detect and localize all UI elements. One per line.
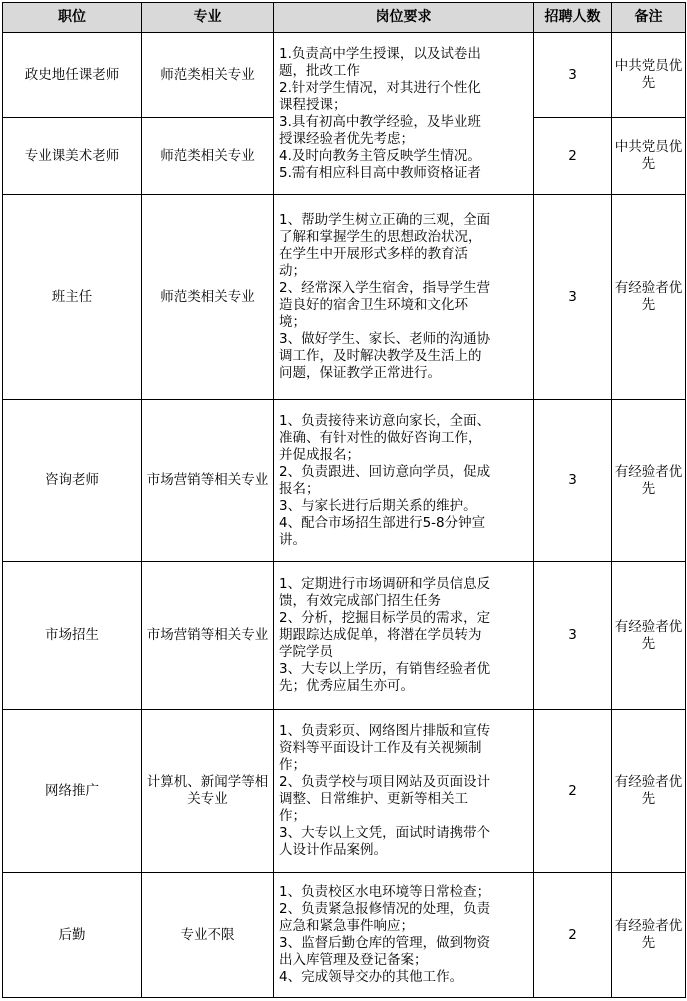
note-cell: 中共党员优先 <box>612 33 686 118</box>
requirement-line: 2、经常深入学生宿舍，指导学生营 <box>279 280 491 296</box>
requirement-line: 并促成报名； <box>279 446 360 463</box>
requirement-line: 1、定期进行市场调研和学员信息反 <box>279 576 491 592</box>
major-cell: 市场营销等相关专业 <box>142 400 274 562</box>
requirement-line: 应急和紧急事件响应； <box>279 918 414 934</box>
requirement-line: 2、负责学校与项目网站及页面设计 <box>279 774 491 790</box>
requirement-line: 了解和掌握学生的思想政治状况， <box>279 229 482 245</box>
position-cell: 咨询老师 <box>3 400 142 562</box>
note-cell: 有经验者优先 <box>612 195 686 400</box>
note-cell: 有经验者优先 <box>612 710 686 873</box>
requirement-line: 题，批改工作 <box>279 62 360 79</box>
major-cell: 师范类相关专业 <box>142 33 274 118</box>
requirement-line: 1、负责校区水电环境等日常检查； <box>279 884 491 900</box>
requirements-cell <box>274 710 534 873</box>
requirement-line: 3、监督后勤仓库的管理，做到物资 <box>279 935 491 951</box>
requirement-line: 调整、日常维护、更新等相关工 <box>279 791 468 807</box>
header-major: 专业 <box>142 3 274 33</box>
requirement-line: 3.具有初高中教学经验，及毕业班 <box>279 113 481 130</box>
requirement-line: 3、做好学生、家长、老师的沟通协 <box>279 331 491 347</box>
header-count: 招聘人数 <box>534 3 612 33</box>
requirement-line: 5.需有相应科目高中教师资格证者 <box>279 164 481 181</box>
count-cell: 3 <box>534 195 612 400</box>
table-row <box>3 400 686 562</box>
requirement-line: 课程授课； <box>279 96 347 113</box>
count-cell: 3 <box>534 400 612 562</box>
requirement-line: 3、大专以上学历，有销售经验者优 <box>279 661 491 677</box>
table-row <box>3 873 686 998</box>
header-position: 职位 <box>3 3 142 33</box>
requirements-cell <box>274 33 534 195</box>
requirement-line: 学院学员 <box>279 644 333 660</box>
major-cell: 计算机、新闻学等相关专业 <box>142 710 274 873</box>
table-row <box>3 33 686 118</box>
position-cell: 市场招生 <box>3 562 142 710</box>
requirement-line: 作； <box>279 808 306 824</box>
requirement-line: 资料等平面设计工作及有关视频制 <box>279 740 482 756</box>
position-cell: 网络推广 <box>3 710 142 873</box>
requirement-line: 报名； <box>279 480 320 497</box>
count-cell: 3 <box>534 562 612 710</box>
requirement-line: 授课经验者优先考虑； <box>279 130 414 147</box>
major-cell: 师范类相关专业 <box>142 195 274 400</box>
header-note: 备注 <box>612 3 686 33</box>
requirement-line: 1、负责接待来访意向家长，全面、 <box>279 412 491 429</box>
major-cell: 市场营销等相关专业 <box>142 562 274 710</box>
requirement-line: 准确、有针对性的做好咨询工作， <box>279 429 482 446</box>
requirement-line: 讲。 <box>279 531 306 548</box>
header-requirements: 岗位要求 <box>274 3 534 33</box>
position-cell: 班主任 <box>3 195 142 400</box>
count-cell: 3 <box>534 33 612 118</box>
requirement-line: 4.及时向教务主管反映学生情况。 <box>279 147 481 164</box>
requirement-line: 问题，保证教学正常进行。 <box>279 365 441 381</box>
requirements-cell <box>274 873 534 998</box>
requirement-line: 2、分析，挖掘目标学员的需求，定 <box>279 610 491 626</box>
requirement-line: 4、完成领导交办的其他工作。 <box>279 969 464 985</box>
requirement-line: 2.针对学生情况，对其进行个性化 <box>279 79 481 96</box>
requirement-line: 3、大专以上文凭，面试时请携带个 <box>279 825 491 841</box>
requirement-line: 造良好的宿舍卫生环境和文化环 <box>279 297 468 313</box>
table-row <box>3 195 686 400</box>
recruitment-table <box>2 2 686 998</box>
requirement-line: 1、帮助学生树立正确的三观，全面 <box>279 212 491 228</box>
requirement-line: 馈，有效完成部门招生任务 <box>279 593 441 609</box>
position-cell: 政史地任课老师 <box>3 33 142 118</box>
count-cell: 2 <box>534 873 612 998</box>
position-cell: 专业课美术老师 <box>3 118 142 195</box>
table-row <box>3 562 686 710</box>
requirement-line: 2、负责跟进、回访意向学员，促成 <box>279 463 491 480</box>
requirement-line: 2、负责紧急报修情况的处理，负责 <box>279 901 491 917</box>
table-header-row <box>3 3 686 33</box>
note-cell: 有经验者优先 <box>612 562 686 710</box>
requirement-line: 作； <box>279 757 306 773</box>
requirement-line: 动； <box>279 263 306 279</box>
note-cell: 有经验者优先 <box>612 400 686 562</box>
requirement-line: 境； <box>279 314 306 330</box>
count-cell: 2 <box>534 710 612 873</box>
requirements-cell <box>274 400 534 562</box>
requirement-line: 出入库管理及登记备案； <box>279 952 428 968</box>
requirement-line: 3、与家长进行后期关系的维护。 <box>279 497 477 514</box>
requirement-line: 先；优秀应届生亦可。 <box>279 678 414 694</box>
position-cell: 后勤 <box>3 873 142 998</box>
requirements-cell <box>274 195 534 400</box>
requirement-line: 4、配合市场招生部进行5-8分钟宣 <box>279 514 486 531</box>
note-cell: 中共党员优先 <box>612 118 686 195</box>
requirement-line: 期跟踪达成促单，将潜在学员转为 <box>279 627 482 643</box>
requirement-line: 1.负责高中学生授课，以及试卷出 <box>279 45 481 62</box>
requirement-line: 调工作，及时解决教学及生活上的 <box>279 348 482 364</box>
major-cell: 师范类相关专业 <box>142 118 274 195</box>
table-row <box>3 710 686 873</box>
major-cell: 专业不限 <box>142 873 274 998</box>
note-cell: 有经验者优先 <box>612 873 686 998</box>
count-cell: 2 <box>534 118 612 195</box>
requirement-line: 人设计作品案例。 <box>279 842 387 858</box>
requirement-line: 1、负责彩页、网络图片排版和宣传 <box>279 723 491 739</box>
requirement-line: 在学生中开展形式多样的教育活 <box>279 246 468 262</box>
requirements-cell <box>274 562 534 710</box>
